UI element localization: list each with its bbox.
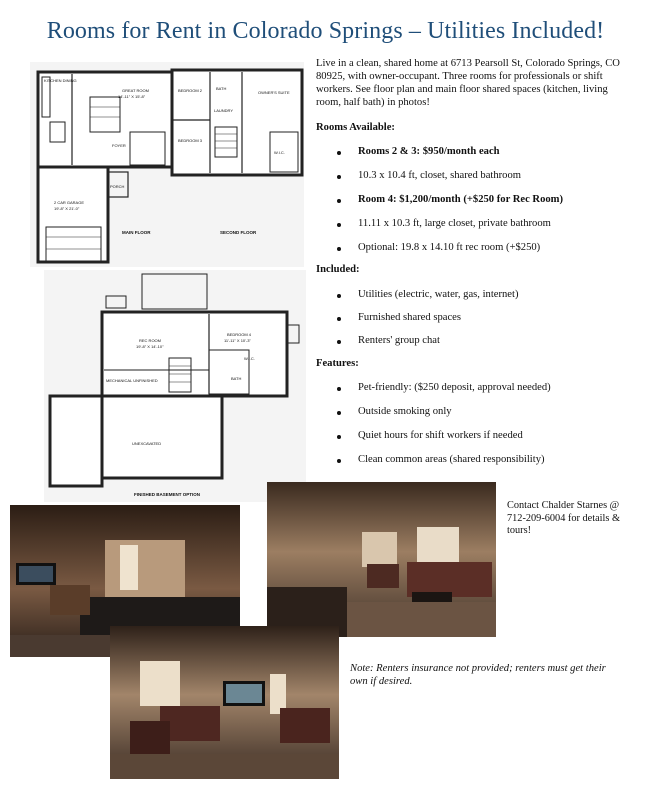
label-great-room: GREAT ROOM: [122, 88, 149, 93]
list-item-text: Optional: 19.8 x 14.10 ft rec room (+$250): [358, 242, 541, 253]
list-item: [358, 289, 518, 300]
list-item: [358, 170, 521, 181]
caption-basement: FINISHED BASEMENT OPTION: [134, 492, 201, 497]
label-wic: W.I.C.: [274, 150, 285, 155]
insurance-note: Note: Renters insurance not provided; renters must get their own if desired.: [350, 663, 606, 687]
list-item: [358, 454, 545, 465]
photo-living-room-tv: [110, 626, 339, 779]
label-bath: BATH: [216, 86, 227, 91]
list-item-text: Clean common areas (shared responsibility): [358, 454, 545, 465]
label-basement-wic: W.I.C.: [244, 356, 255, 361]
list-item-text: Outside smoking only: [358, 406, 452, 417]
list-item-text: Pet-friendly: ($250 deposit, approval needed): [358, 382, 551, 393]
bullet-icon: [337, 247, 341, 251]
list-item: [358, 430, 523, 441]
list-item: [358, 382, 551, 393]
bullet-icon: [337, 294, 341, 298]
photo-living-room-wide: [267, 482, 496, 637]
bullet-icon: [337, 387, 341, 391]
list-item-text: Renters' group chat: [358, 335, 440, 346]
list-item-text: Furnished shared spaces: [358, 312, 461, 323]
bullet-icon: [337, 317, 341, 321]
label-owners-suite: OWNER'S SUITE: [258, 90, 290, 95]
bullet-icon: [337, 411, 341, 415]
label-porch: PORCH: [110, 184, 125, 189]
label-bedroom4-dim: 11'-11" X 10'-3": [224, 338, 251, 343]
bullet-icon: [337, 340, 341, 344]
bullet-icon: [337, 435, 341, 439]
label-unexcavated: UNEXCAVATED: [132, 441, 162, 446]
bullet-icon: [337, 223, 341, 227]
list-item-text: Room 4: $1,200/month (+$250 for Rec Room): [358, 194, 564, 205]
label-mechanical: MECHANICAL UNFINISHED: [106, 378, 158, 383]
floorplan-basement: [44, 270, 306, 502]
included-heading: Included:: [316, 264, 360, 275]
photo-living-room-tv-image: [110, 626, 339, 779]
list-item-text: 10.3 x 10.4 ft, closet, shared bathroom: [358, 170, 521, 181]
caption-main-floor: MAIN FLOOR: [122, 230, 151, 235]
list-item: [358, 335, 440, 346]
floorplan-main-drawing: [30, 62, 304, 267]
label-bedroom4: BEDROOM 4: [227, 332, 252, 337]
bullet-icon: [337, 199, 341, 203]
label-bedroom3: BEDROOM 3: [178, 138, 203, 143]
list-item-text: 11.11 x 10.3 ft, large closet, private bathroom: [358, 218, 551, 229]
bullet-icon: [337, 459, 341, 463]
list-item-text: Rooms 2 & 3: $950/month each: [358, 146, 500, 157]
label-rec-room-dim: 19'-8" X 14'-10": [136, 344, 164, 349]
caption-second-floor: SECOND FLOOR: [220, 230, 257, 235]
list-item: [358, 312, 461, 323]
floorplan-basement-drawing: [44, 270, 306, 502]
bullet-icon: [337, 151, 341, 155]
intro-paragraph: Live in a clean, shared home at 6713 Pearsoll St, Colorado Springs, CO 80925, with owner-occupant. Three rooms for professionals or shift workers. See floor plan and main floor shared spaces (kitchen, living room, half bath) in photos!: [316, 58, 620, 108]
label-rec-room: REC ROOM: [139, 338, 161, 343]
photo-living-room-wide-image: [267, 482, 496, 637]
label-great-room-dim: 14'-11" X 15'-8": [118, 94, 146, 99]
label-foyer: FOYER: [112, 143, 126, 148]
list-item-text: Quiet hours for shift workers if needed: [358, 430, 523, 441]
features-heading: Features:: [316, 358, 359, 369]
list-item: [358, 242, 540, 253]
list-item: [358, 146, 500, 157]
list-item-text: Utilities (electric, water, gas, internet): [358, 289, 519, 300]
list-item: [358, 218, 551, 229]
label-bedroom2: BEDROOM 2: [178, 88, 203, 93]
label-laundry: LAUNDRY: [214, 108, 234, 113]
list-item: [358, 406, 452, 417]
page-title: Rooms for Rent in Colorado Springs – Utilities Included!: [46, 18, 605, 44]
list-item: [358, 194, 563, 205]
rooms-heading: Rooms Available:: [316, 122, 395, 133]
label-garage-dim: 19'-8" X 21'-0": [54, 206, 80, 211]
label-basement-bath: BATH: [231, 376, 242, 381]
label-garage: 2 CAR GARAGE: [54, 200, 85, 205]
floorplan-main-second: [30, 62, 304, 267]
contact-info: Contact Chalder Starnes @ 712-209-6004 for details & tours!: [507, 500, 620, 536]
label-kitchen: KITCHEN DINING: [44, 78, 77, 83]
bullet-icon: [337, 175, 341, 179]
